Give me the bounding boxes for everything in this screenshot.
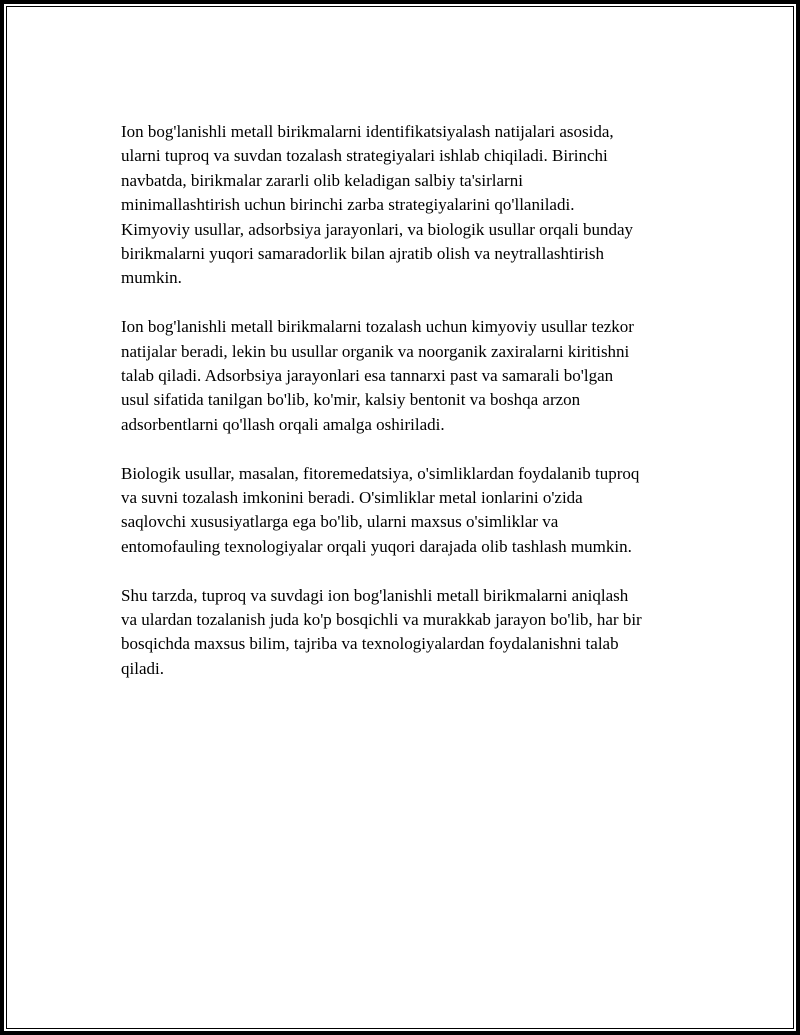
paragraph-4: Shu tarzda, tuproq va suvdagi ion bog'lanishli metall birikmalarni aniqlash va ulardan tozalanish juda ko'p bosqichli va murakkab jarayon bo'lib, har bir bosqichda maxsus bilim, tajriba va texnologiyalardan foydalanishni talab qiladi.	[121, 585, 642, 678]
document-body	[121, 120, 693, 706]
paragraph-1: Ion bog'lanishli metall birikmalarni identifikatsiyalash natijalari asosida, ularni tuproq va suvdan tozalash strategiyalari ishlab chiqiladi. Birinchi navbatda, birikmalar zararli olib keladigan salbiy ta'sirlarni minimallashtirish uchun birinchi zarba strategiyalarini qo'llaniladi. Kimyoviy usullar, adsorbsiya jarayonlari, va biologik usullar orqali bunday birikmalarni yuqori samaradorlik bilan ajratib olish va neytrallashtirish mumkin.	[121, 122, 634, 288]
paragraph-3: Biologik usullar, masalan, fitoremedatsiya, o'simliklardan foydalanib tuproq va suvni tozalash imkonini beradi. O'simliklar metal ionlarini o'zida saqlovchi xususiyatlarga ega bo'lib, ularni maxsus o'simliklar va entomofauling texnologiyalar orqali yuqori darajada olib tashlash mumkin.	[121, 463, 640, 556]
paragraph-2: Ion bog'lanishli metall birikmalarni tozalash uchun kimyoviy usullar tezkor natijalar beradi, lekin bu usullar organik va noorganik zaxiralarni kiritishni talab qiladi. Adsorbsiya jarayonlari esa tannarxi past va samarali bo'lgan usul sifatida tanilgan bo'lib, ko'mir, kalsiy bentonit va boshqa arzon adsorbentlarni qo'llash orqali amalga oshiriladi.	[121, 317, 634, 434]
